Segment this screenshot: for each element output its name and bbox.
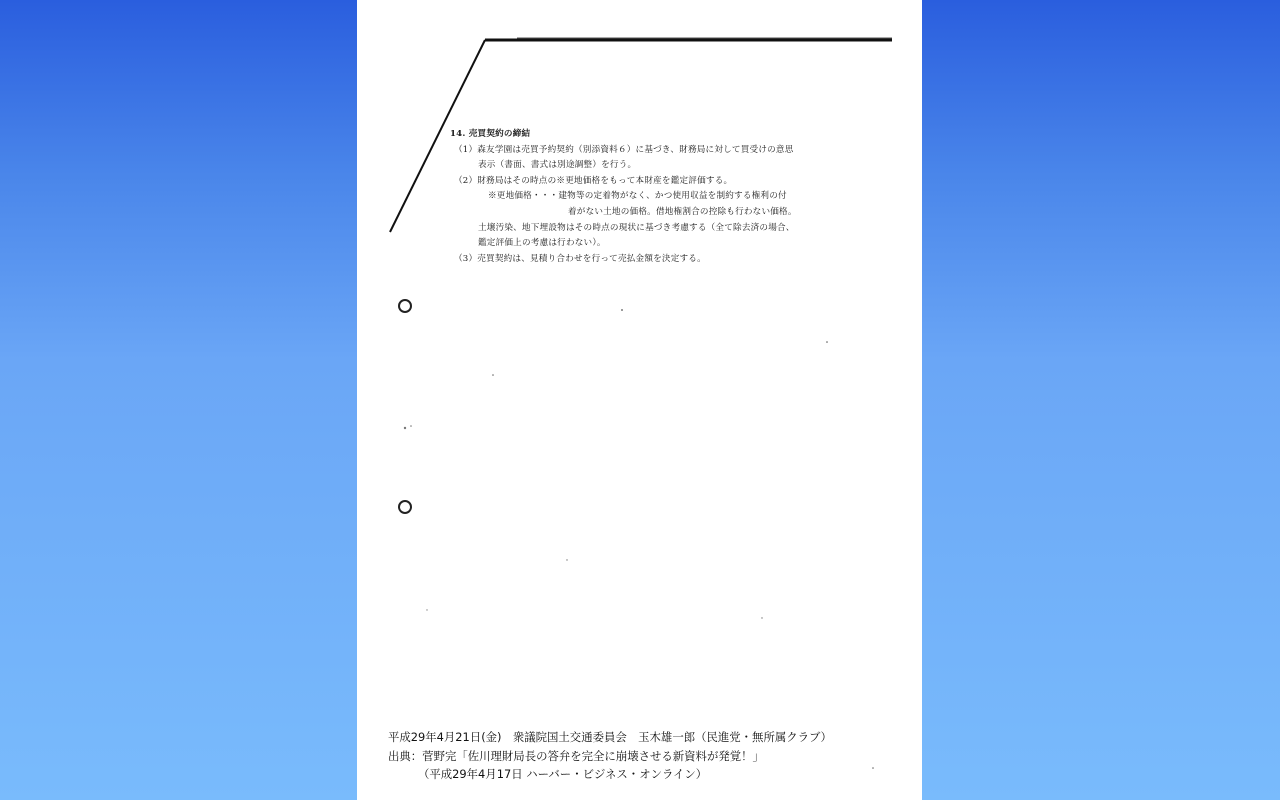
- scanned-document-page: [357, 0, 922, 800]
- punch-hole-bottom: [399, 501, 411, 513]
- punch-hole-top: [399, 300, 411, 312]
- caption-session: 平成29年4月21日(金) 衆議院国土交通委員会 玉木雄一郎（民進党・無所属クラブ）: [388, 730, 832, 744]
- scan-speck: [761, 617, 762, 618]
- scan-speck: [492, 374, 494, 376]
- scan-artifacts: [357, 0, 922, 800]
- scan-speck: [826, 341, 828, 343]
- clause-line: （1）森友学園は売買予約契約（別添資料６）に基づき、財務局に対して買受けの意思: [454, 144, 794, 155]
- scan-speck: [566, 559, 567, 560]
- clause-line: ※更地価格・・・建物等の定着物がなく、かつ使用収益を制約する権利の付: [488, 191, 787, 202]
- clause-line: 着がない土地の価格。借地権割合の控除も行わない価格。: [568, 206, 797, 217]
- clause-heading: 14. 売買契約の締結: [450, 129, 531, 139]
- contract-clause-text: [450, 127, 850, 267]
- scan-speck: [426, 609, 427, 610]
- clause-line: （2）財務局はその時点の※更地価格をもって本財産を鑑定評価する。: [454, 175, 733, 186]
- clause-line: 表示（書面、書式は別途調整）を行う。: [478, 160, 637, 171]
- scan-speck: [410, 425, 412, 427]
- clause-line: 鑑定評価上の考慮は行わない）。: [478, 238, 606, 249]
- scan-speck: [621, 309, 623, 311]
- clause-line: （3）売買契約は、見積り合わせを行って売払金額を決定する。: [454, 253, 706, 264]
- caption-source: 出典：菅野完「佐川理財局長の答弁を完全に崩壊させる新資料が発覚！」: [388, 748, 764, 763]
- scan-speck: [404, 427, 406, 429]
- clause-line: 土壌汚染、地下埋設物はその時点の現状に基づき考慮する（全て除去済の場合、: [478, 222, 795, 233]
- source-caption: [388, 728, 908, 784]
- caption-source-date: （平成29年4月17日 ハーバー・ビジネス・オンライン）: [418, 767, 708, 781]
